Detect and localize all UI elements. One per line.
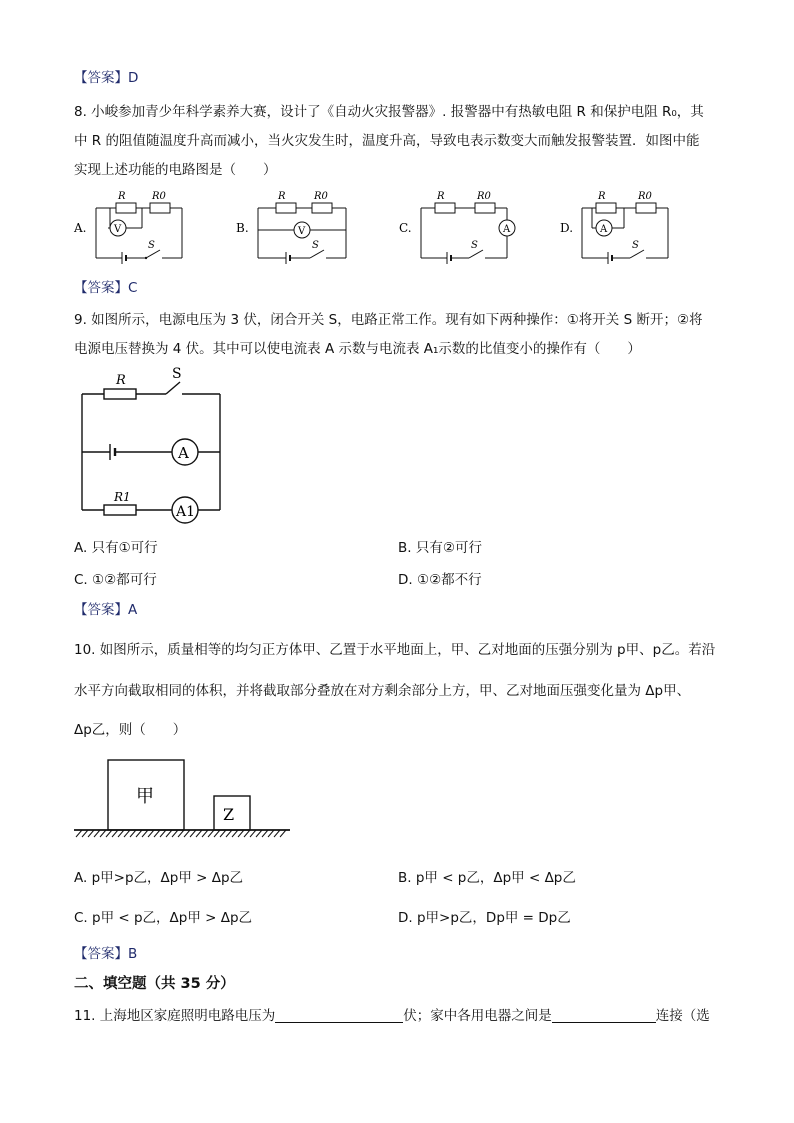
svg-text:Z: Z xyxy=(223,805,235,824)
svg-text:A: A xyxy=(178,444,189,462)
svg-text:B.: B. xyxy=(236,221,249,235)
q8-option-c-circuit xyxy=(399,191,515,264)
answer-q8: 【答案】C xyxy=(74,280,138,296)
svg-text:A1: A1 xyxy=(176,504,196,520)
svg-text:R: R xyxy=(116,373,126,388)
svg-text:V: V xyxy=(114,224,122,235)
q8a-resistor-r0 xyxy=(150,203,170,213)
q10-cubes-figure xyxy=(72,756,294,844)
q8-option-d-circuit xyxy=(560,191,668,264)
svg-text:R0: R0 xyxy=(477,191,491,202)
svg-text:R0: R0 xyxy=(314,191,328,202)
svg-text:S: S xyxy=(471,240,478,251)
q9-option-c: C. ①②都可行 xyxy=(74,572,157,588)
ground-hatch xyxy=(76,830,286,837)
q10-option-a: A. p甲>p乙，Δp甲 > Δp乙 xyxy=(74,870,244,886)
svg-text:甲: 甲 xyxy=(136,786,154,807)
q8-option-a-circuit xyxy=(73,191,182,264)
svg-text:A: A xyxy=(503,224,511,235)
q11-blank-2[interactable] xyxy=(552,1008,656,1023)
svg-text:R: R xyxy=(118,191,126,202)
answer-q10: 【答案】B xyxy=(74,946,138,962)
q10-line2: 水平方向截取相同的体积，并将截取部分叠放在对方剩余部分上方，甲、乙对地面压强变化量为 Δp甲、 xyxy=(74,683,691,699)
section-title: 二、填空题（共 35 分） xyxy=(74,976,235,992)
answer-q7: 【答案】D xyxy=(74,70,139,86)
answer-q9: 【答案】A xyxy=(74,602,138,618)
q8-option-b-circuit xyxy=(236,191,346,264)
q9-option-a: A. 只有①可行 xyxy=(74,540,158,556)
svg-text:D.: D. xyxy=(560,221,574,235)
q9-switch xyxy=(166,382,180,394)
q8-line2: 中 R 的阻值随温度升高而减小，当火灾发生时，温度升高，导致电表示数变大而触发报警装置．如图中能 xyxy=(74,133,700,149)
q10-option-d: D. p甲>p乙，Dp甲 = Dp乙 xyxy=(398,910,571,926)
svg-text:V: V xyxy=(298,226,306,237)
svg-text:R: R xyxy=(437,191,445,202)
q8-figures xyxy=(70,182,750,274)
svg-text:S: S xyxy=(312,240,319,251)
q9-circuit-figure xyxy=(74,364,234,526)
q10-option-b: B. p甲 < p乙，Δp甲 < Δp乙 xyxy=(398,870,576,886)
q11-line xyxy=(74,1004,710,1024)
svg-text:R: R xyxy=(278,191,286,202)
q11-blank-1[interactable] xyxy=(275,1008,403,1023)
q8a-resistor-r xyxy=(116,203,136,213)
svg-text:R1: R1 xyxy=(114,490,131,504)
svg-text:R0: R0 xyxy=(152,191,166,202)
q9-option-d: D. ①②都不行 xyxy=(398,572,482,588)
q9-line1: 9. 如图所示，电源电压为 3 伏，闭合开关 S，电路正常工作。现有如下两种操作：①将开关 S 断开；②将 xyxy=(74,312,703,328)
svg-text:S: S xyxy=(148,240,155,251)
q9-resistor-r xyxy=(104,389,136,399)
q8-option-a-label: A. xyxy=(74,221,87,235)
q10-line1: 10. 如图所示，质量相等的均匀正方体甲、乙置于水平地面上，甲、乙对地面的压强分别为 p甲、p乙。若沿 xyxy=(74,642,716,658)
q11-part3: 连接（选 xyxy=(655,1008,710,1024)
q9-option-b: B. 只有②可行 xyxy=(398,540,482,556)
q8-line3: 实现上述功能的电路图是（ ） xyxy=(74,162,277,178)
svg-text:S: S xyxy=(172,366,182,382)
q9-line2: 电源电压替换为 4 伏。其中可以使电流表 A 示数与电流表 A₁示数的比值变小的操作有（ ） xyxy=(74,341,641,357)
svg-text:R: R xyxy=(598,191,606,202)
q11-part2: 伏；家中各用电器之间是 xyxy=(403,1008,552,1024)
q8-line1: 8. 小峻参加青少年科学素养大赛，设计了《自动火灾报警器》. 报警器中有热敏电阻 R 和保护电阻 R₀，其 xyxy=(74,104,704,120)
q11-part1: 11. 上海地区家庭照明电路电压为 xyxy=(74,1008,276,1024)
q9-resistor-r1 xyxy=(104,505,136,515)
svg-text:C.: C. xyxy=(399,221,412,235)
q10-option-c: C. p甲 < p乙，Δp甲 > Δp乙 xyxy=(74,910,253,926)
svg-text:R0: R0 xyxy=(638,191,652,202)
svg-text:S: S xyxy=(632,240,639,251)
q10-line3: Δp乙，则（ ） xyxy=(74,722,187,738)
svg-text:A: A xyxy=(600,224,608,235)
